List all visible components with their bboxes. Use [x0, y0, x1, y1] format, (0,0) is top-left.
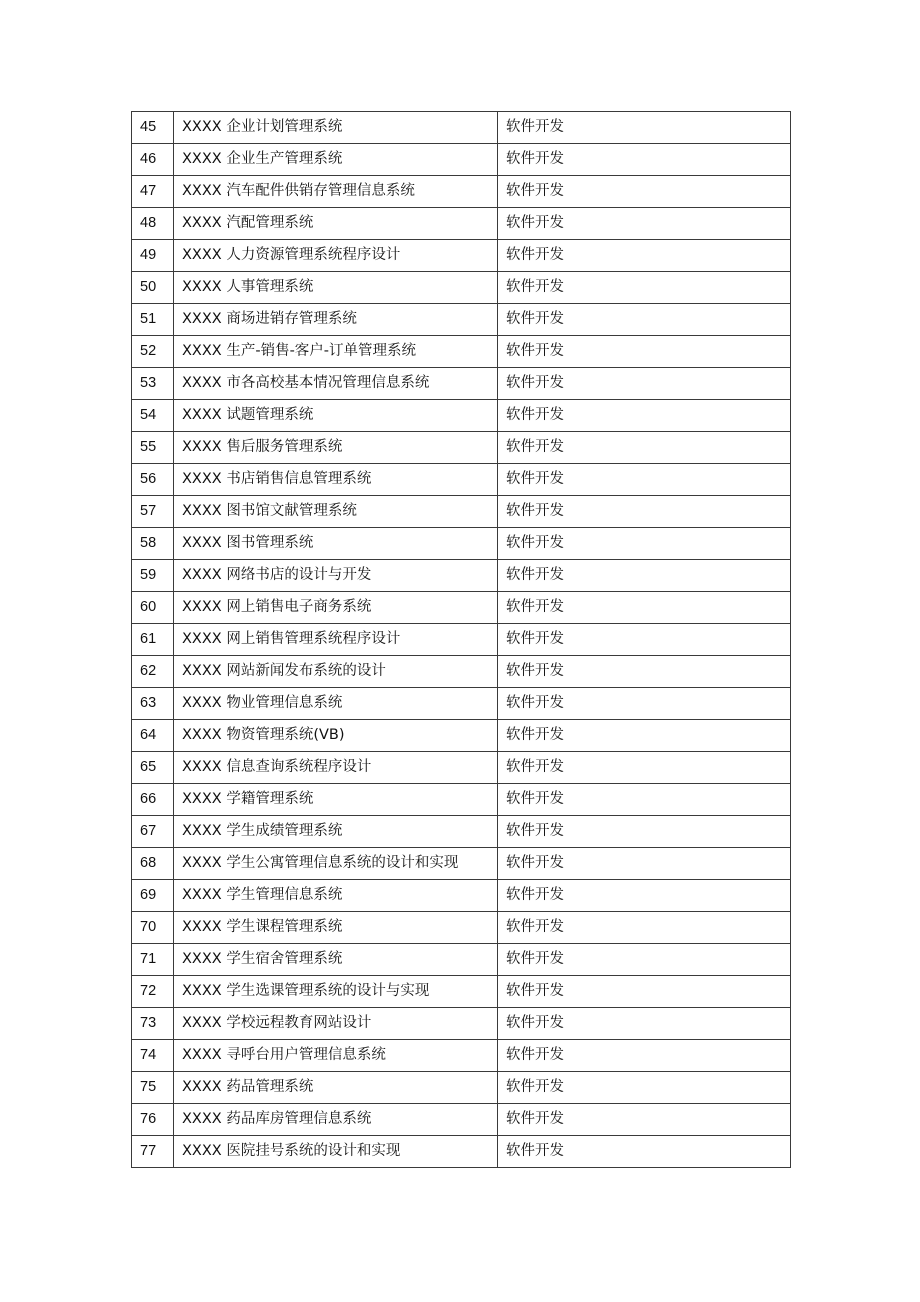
- project-name-cell: XXXX 人事管理系统: [174, 272, 498, 304]
- row-number-cell: 63: [132, 688, 174, 720]
- project-type-cell: 软件开发: [498, 144, 791, 176]
- project-type-cell: 软件开发: [498, 1008, 791, 1040]
- table-row: [132, 1040, 791, 1072]
- project-name-cell: XXXX 生产-销售-客户-订单管理系统: [174, 336, 498, 368]
- project-type-cell: 软件开发: [498, 240, 791, 272]
- project-name-cell: XXXX 学生公寓管理信息系统的设计和实现: [174, 848, 498, 880]
- project-type-cell: 软件开发: [498, 176, 791, 208]
- row-number-cell: 71: [132, 944, 174, 976]
- table-row: [132, 208, 791, 240]
- row-number-cell: 54: [132, 400, 174, 432]
- table-row: [132, 816, 791, 848]
- table-row: [132, 400, 791, 432]
- project-name-cell: XXXX 试题管理系统: [174, 400, 498, 432]
- project-name-cell: XXXX 学生管理信息系统: [174, 880, 498, 912]
- project-name-cell: XXXX 学生选课管理系统的设计与实现: [174, 976, 498, 1008]
- table-row: [132, 912, 791, 944]
- project-type-cell: 软件开发: [498, 1104, 791, 1136]
- project-name-cell: XXXX 网络书店的设计与开发: [174, 560, 498, 592]
- project-name-cell: XXXX 图书馆文献管理系统: [174, 496, 498, 528]
- table-row: [132, 368, 791, 400]
- project-name-cell: XXXX 医院挂号系统的设计和实现: [174, 1136, 498, 1168]
- row-number-cell: 73: [132, 1008, 174, 1040]
- project-type-cell: 软件开发: [498, 944, 791, 976]
- table-row: [132, 336, 791, 368]
- project-type-cell: 软件开发: [498, 1072, 791, 1104]
- project-name-cell: XXXX 寻呼台用户管理信息系统: [174, 1040, 498, 1072]
- table-row: [132, 560, 791, 592]
- project-name-cell: XXXX 学籍管理系统: [174, 784, 498, 816]
- table-row: [132, 432, 791, 464]
- table-row: [132, 144, 791, 176]
- row-number-cell: 62: [132, 656, 174, 688]
- project-type-cell: 软件开发: [498, 624, 791, 656]
- project-name-cell: XXXX 物业管理信息系统: [174, 688, 498, 720]
- row-number-cell: 65: [132, 752, 174, 784]
- project-type-cell: 软件开发: [498, 720, 791, 752]
- row-number-cell: 77: [132, 1136, 174, 1168]
- table-row: [132, 944, 791, 976]
- table-row: [132, 880, 791, 912]
- table-row: [132, 304, 791, 336]
- project-type-cell: 软件开发: [498, 560, 791, 592]
- project-type-cell: 软件开发: [498, 336, 791, 368]
- table-row: [132, 848, 791, 880]
- row-number-cell: 64: [132, 720, 174, 752]
- row-number-cell: 52: [132, 336, 174, 368]
- project-name-cell: XXXX 商场进销存管理系统: [174, 304, 498, 336]
- row-number-cell: 46: [132, 144, 174, 176]
- project-type-cell: 软件开发: [498, 432, 791, 464]
- project-name-cell: XXXX 售后服务管理系统: [174, 432, 498, 464]
- project-name-cell: XXXX 市各高校基本情况管理信息系统: [174, 368, 498, 400]
- project-type-cell: 软件开发: [498, 272, 791, 304]
- project-name-cell: XXXX 企业计划管理系统: [174, 112, 498, 144]
- project-name-cell: XXXX 书店销售信息管理系统: [174, 464, 498, 496]
- row-number-cell: 57: [132, 496, 174, 528]
- row-number-cell: 66: [132, 784, 174, 816]
- project-type-cell: 软件开发: [498, 976, 791, 1008]
- project-type-cell: 软件开发: [498, 880, 791, 912]
- row-number-cell: 51: [132, 304, 174, 336]
- project-name-cell: XXXX 学校远程教育网站设计: [174, 1008, 498, 1040]
- project-type-cell: 软件开发: [498, 496, 791, 528]
- project-name-cell: XXXX 学生宿舍管理系统: [174, 944, 498, 976]
- project-name-cell: XXXX 网上销售电子商务系统: [174, 592, 498, 624]
- project-name-cell: XXXX 药品管理系统: [174, 1072, 498, 1104]
- project-type-cell: 软件开发: [498, 112, 791, 144]
- table-row: [132, 624, 791, 656]
- row-number-cell: 69: [132, 880, 174, 912]
- project-type-cell: 软件开发: [498, 816, 791, 848]
- table-row: [132, 464, 791, 496]
- table-row: [132, 112, 791, 144]
- table-row: [132, 528, 791, 560]
- table-row: [132, 688, 791, 720]
- table-row: [132, 1104, 791, 1136]
- table-row: [132, 784, 791, 816]
- table-row: [132, 720, 791, 752]
- row-number-cell: 50: [132, 272, 174, 304]
- project-type-cell: 软件开发: [498, 688, 791, 720]
- project-name-cell: XXXX 学生课程管理系统: [174, 912, 498, 944]
- project-type-cell: 软件开发: [498, 784, 791, 816]
- project-type-cell: 软件开发: [498, 528, 791, 560]
- table-body: [132, 112, 791, 1168]
- table-row: [132, 656, 791, 688]
- table-row: [132, 496, 791, 528]
- project-type-cell: 软件开发: [498, 848, 791, 880]
- row-number-cell: 76: [132, 1104, 174, 1136]
- project-table: [131, 111, 791, 1168]
- project-type-cell: 软件开发: [498, 368, 791, 400]
- row-number-cell: 49: [132, 240, 174, 272]
- project-name-cell: XXXX 企业生产管理系统: [174, 144, 498, 176]
- project-name-cell: XXXX 学生成绩管理系统: [174, 816, 498, 848]
- row-number-cell: 48: [132, 208, 174, 240]
- project-type-cell: 软件开发: [498, 400, 791, 432]
- row-number-cell: 55: [132, 432, 174, 464]
- row-number-cell: 56: [132, 464, 174, 496]
- table-row: [132, 272, 791, 304]
- row-number-cell: 45: [132, 112, 174, 144]
- project-type-cell: 软件开发: [498, 656, 791, 688]
- row-number-cell: 58: [132, 528, 174, 560]
- row-number-cell: 59: [132, 560, 174, 592]
- row-number-cell: 75: [132, 1072, 174, 1104]
- project-type-cell: 软件开发: [498, 912, 791, 944]
- row-number-cell: 47: [132, 176, 174, 208]
- table-row: [132, 752, 791, 784]
- row-number-cell: 61: [132, 624, 174, 656]
- row-number-cell: 60: [132, 592, 174, 624]
- project-type-cell: 软件开发: [498, 1040, 791, 1072]
- project-type-cell: 软件开发: [498, 1136, 791, 1168]
- project-name-cell: XXXX 汽车配件供销存管理信息系统: [174, 176, 498, 208]
- project-name-cell: XXXX 药品库房管理信息系统: [174, 1104, 498, 1136]
- project-type-cell: 软件开发: [498, 304, 791, 336]
- project-name-cell: XXXX 物资管理系统(VB): [174, 720, 498, 752]
- table-row: [132, 1072, 791, 1104]
- table-row: [132, 1136, 791, 1168]
- table-row: [132, 176, 791, 208]
- project-name-cell: XXXX 信息查询系统程序设计: [174, 752, 498, 784]
- row-number-cell: 68: [132, 848, 174, 880]
- row-number-cell: 70: [132, 912, 174, 944]
- project-name-cell: XXXX 人力资源管理系统程序设计: [174, 240, 498, 272]
- project-type-cell: 软件开发: [498, 752, 791, 784]
- table-row: [132, 592, 791, 624]
- project-type-cell: 软件开发: [498, 592, 791, 624]
- project-name-cell: XXXX 网站新闻发布系统的设计: [174, 656, 498, 688]
- project-type-cell: 软件开发: [498, 208, 791, 240]
- row-number-cell: 53: [132, 368, 174, 400]
- table-row: [132, 1008, 791, 1040]
- project-name-cell: XXXX 图书管理系统: [174, 528, 498, 560]
- row-number-cell: 67: [132, 816, 174, 848]
- project-name-cell: XXXX 网上销售管理系统程序设计: [174, 624, 498, 656]
- row-number-cell: 72: [132, 976, 174, 1008]
- project-type-cell: 软件开发: [498, 464, 791, 496]
- table-row: [132, 240, 791, 272]
- table-row: [132, 976, 791, 1008]
- row-number-cell: 74: [132, 1040, 174, 1072]
- project-name-cell: XXXX 汽配管理系统: [174, 208, 498, 240]
